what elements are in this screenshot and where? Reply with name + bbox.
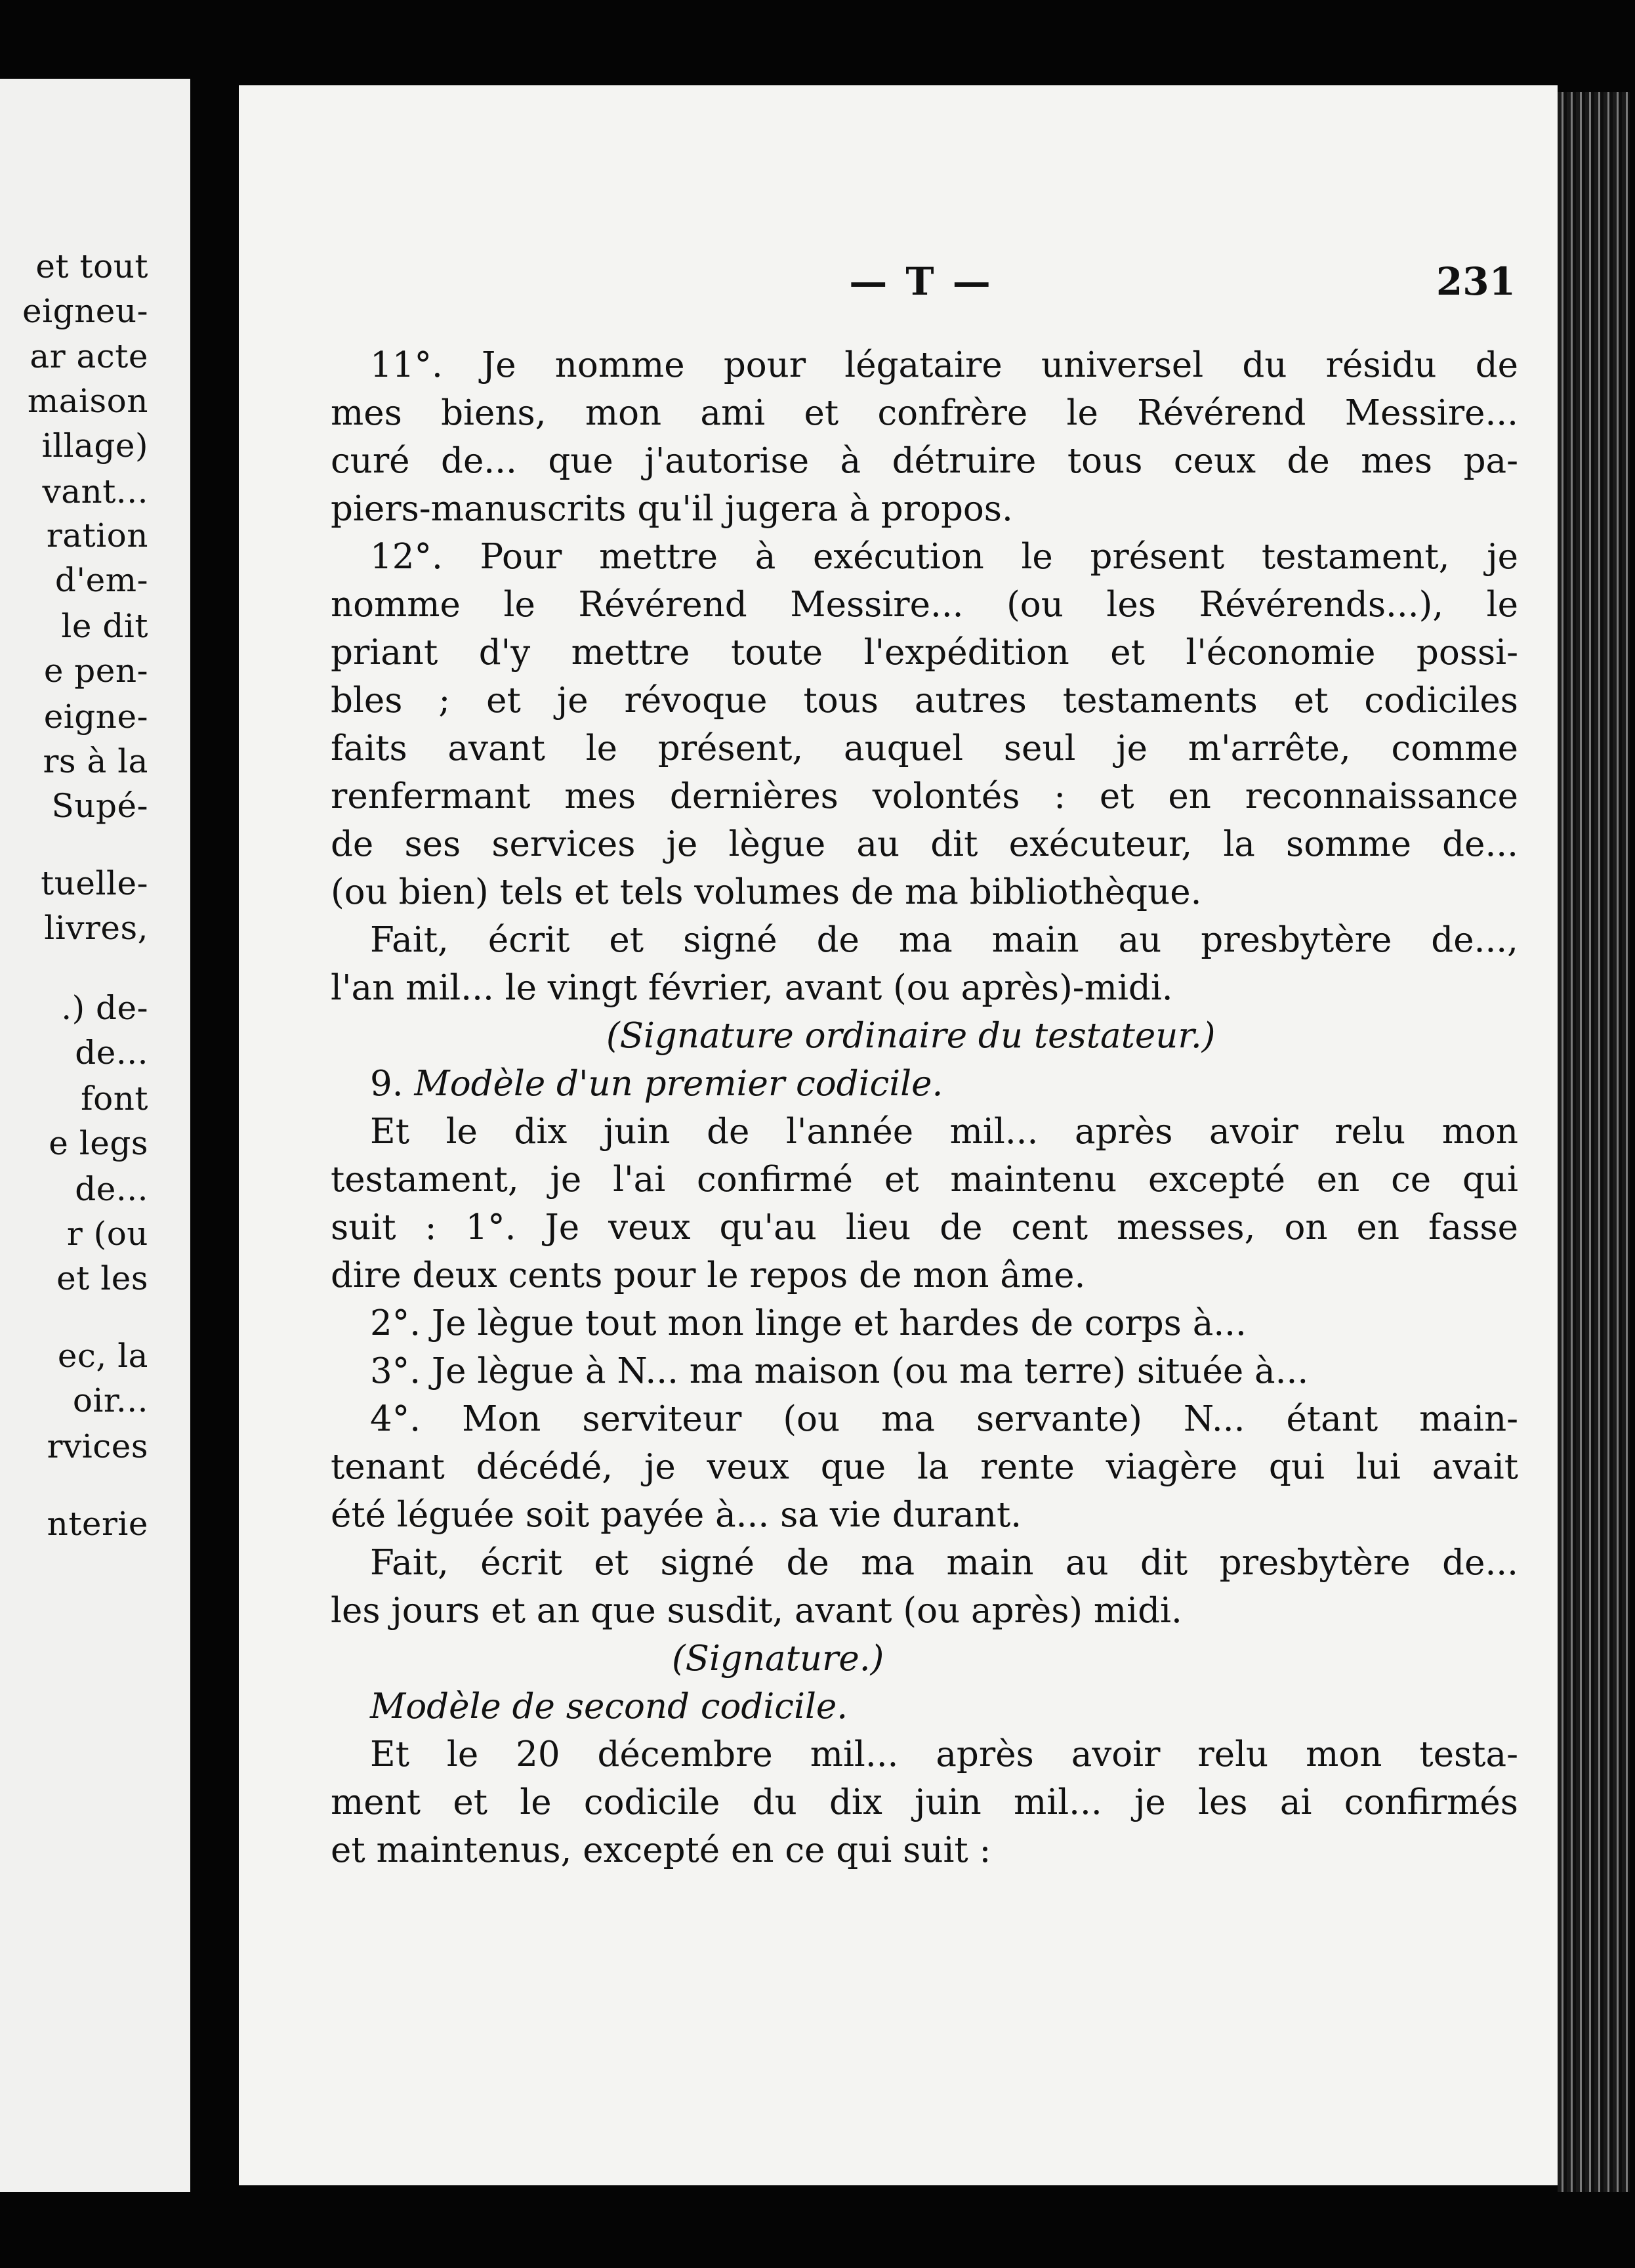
left-page-fragment: e pen- [43, 652, 148, 690]
left-page-fragment: .) de- [61, 989, 148, 1027]
left-page-fragment: de... [75, 1034, 148, 1072]
text-line: tenant décédé, je veux que la rente viagère qui lui avait [331, 1447, 1518, 1487]
text-line: nomme le Révérend Messire... (ou les Révérends...), le [331, 585, 1518, 625]
text-line: de ses services je lègue au dit exécuteur, la somme de... [331, 824, 1518, 864]
page-number: 231 [1436, 259, 1516, 304]
left-page-fragment: e legs [49, 1124, 148, 1162]
text-line: suit : 1°. Je veux qu'au lieu de cent messes, on en fasse [331, 1208, 1518, 1248]
text-line: été léguée soit payée à... sa vie durant. [331, 1495, 1022, 1535]
text-line: ment et le codicile du dix juin mil... je les ai confirmés [331, 1782, 1518, 1822]
text-line: priant d'y mettre toute l'expédition et l'économie possi- [331, 633, 1518, 673]
left-page-fragment: de... [75, 1170, 148, 1208]
left-page-fragment: livres, [44, 909, 148, 947]
left-page-fragment: nterie [47, 1505, 148, 1543]
left-page-fragment: d'em- [54, 561, 148, 599]
text-line: (Signature.) [672, 1639, 884, 1679]
text-line: faits avant le présent, auquel seul je m'arrête, comme [331, 728, 1518, 768]
left-page-fragment: vant... [42, 472, 148, 511]
left-page-fragment: maison [27, 382, 148, 420]
text-line: l'an mil... le vingt février, avant (ou après)-midi. [331, 968, 1173, 1008]
text-line: 4°. Mon serviteur (ou ma servante) N... étant main- [370, 1399, 1518, 1439]
left-page-fragment: et les [56, 1259, 148, 1297]
left-page-fragment: ar acte [30, 337, 148, 375]
left-page-fragment: rs à la [43, 742, 148, 780]
text-line: 12°. Pour mettre à exécution le présent testament, je [370, 537, 1518, 577]
left-page-fragment: r (ou [66, 1215, 148, 1253]
text-line: 11°. Je nomme pour légataire universel du résidu de [370, 345, 1518, 385]
left-page-fragment: et tout [35, 247, 148, 285]
text-line: (ou bien) tels et tels volumes de ma bibliothèque. [331, 872, 1202, 912]
body-text [331, 341, 1518, 1874]
left-page-fragment: ration [46, 516, 148, 555]
text-line: et maintenus, excepté en ce qui suit : [331, 1830, 991, 1870]
text-line: Et le dix juin de l'année mil... après avoir relu mon [370, 1112, 1518, 1152]
text-line: (Signature ordinaire du testateur.) [606, 1016, 1216, 1056]
left-page-fragment: ec, la [57, 1337, 148, 1375]
running-head: — T — [849, 259, 993, 304]
text-line: les jours et an que susdit, avant (ou après) midi. [331, 1591, 1182, 1631]
left-page-fragment: Supé- [51, 787, 148, 825]
text-line: Modèle de second codicile. [370, 1687, 848, 1727]
left-page-fragment: rvices [47, 1427, 148, 1465]
text-line: curé de... que j'autorise à détruire tous ceux de mes pa- [331, 441, 1518, 481]
text-line: Et le 20 décembre mil... après avoir relu mon testa- [370, 1734, 1518, 1774]
text-line: testament, je l'ai confirmé et maintenu excepté en ce qui [331, 1160, 1518, 1200]
text-line: Fait, écrit et signé de ma main au dit presbytère de... [370, 1543, 1518, 1583]
left-page-fragment: eigneu- [22, 292, 148, 330]
left-page-fragment: eigne- [43, 698, 148, 736]
text-line: 2°. Je lègue tout mon linge et hardes de corps à... [370, 1303, 1247, 1343]
text-line: renfermant mes dernières volontés : et en reconnaissance [331, 776, 1518, 816]
page-edges [1558, 92, 1630, 2192]
section-title: Modèle d'un premier codicile. [414, 1064, 943, 1104]
left-page-fragment: font [81, 1080, 148, 1118]
text-line: mes biens, mon ami et confrère le Révérend Messire... [331, 393, 1518, 433]
left-page-fragment: illage) [41, 427, 148, 465]
section-number: 9. [370, 1064, 415, 1104]
text-line: Fait, écrit et signé de ma main au presbytère de..., [370, 920, 1518, 960]
left-facing-page [0, 79, 190, 2192]
page-header [239, 259, 1558, 312]
text-line: piers-manuscrits qu'il jugera à propos. [331, 489, 1013, 529]
text-line: dire deux cents pour le repos de mon âme. [331, 1255, 1086, 1295]
left-page-fragment: tuelle- [41, 864, 148, 902]
right-page [239, 85, 1558, 2185]
section-heading [331, 1060, 1518, 1108]
text-line: bles ; et je révoque tous autres testaments et codiciles [331, 681, 1518, 721]
left-page-fragment: oir... [72, 1381, 148, 1419]
left-page-fragment: le dit [61, 607, 148, 645]
text-line: 3°. Je lègue à N... ma maison (ou ma terre) située à... [370, 1351, 1309, 1391]
